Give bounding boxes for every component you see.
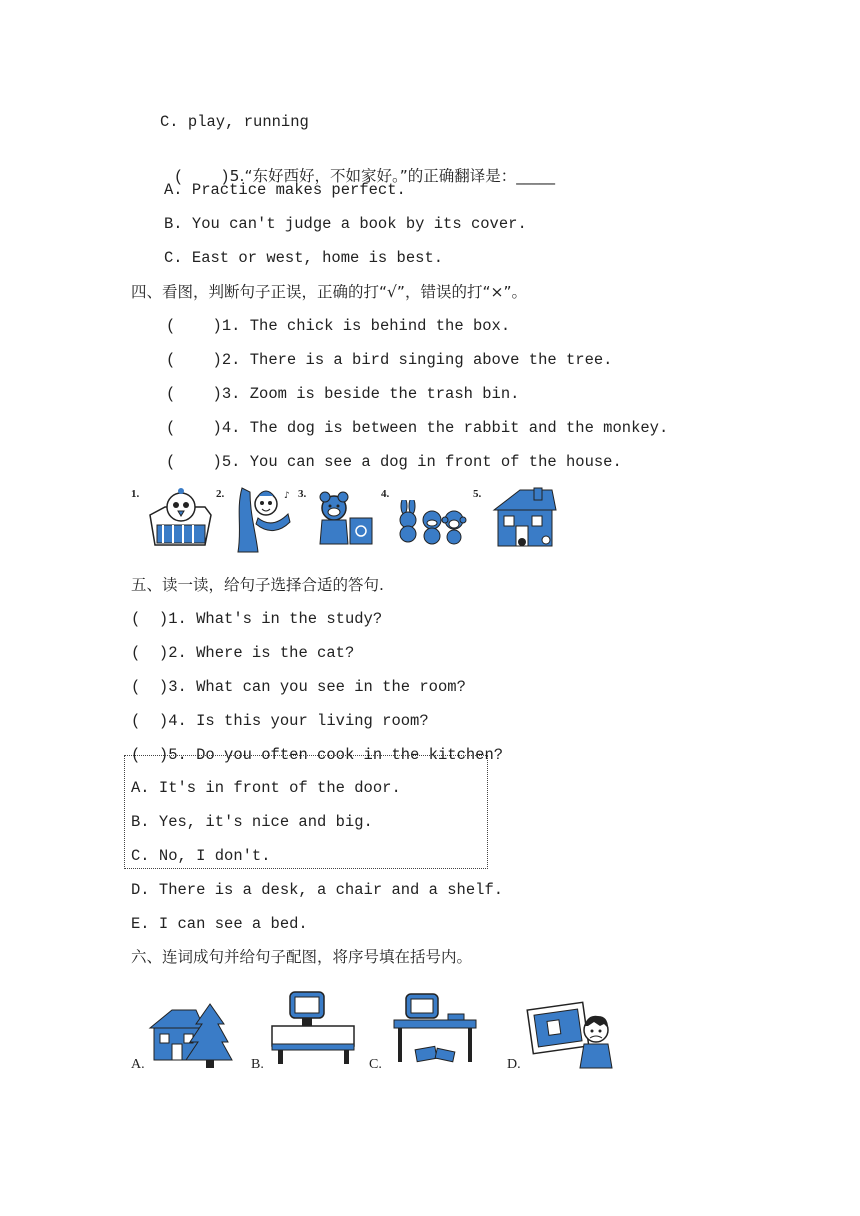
picture-number-4: 4. bbox=[381, 488, 390, 500]
option-b: B. You can't judge a book by its cover. bbox=[164, 215, 527, 233]
answer-a: A. It's in front of the door. bbox=[131, 779, 401, 797]
computer-on-desk-illustration bbox=[270, 986, 358, 1066]
answer-paren[interactable]: ( ) bbox=[131, 678, 169, 696]
picture-letter-d: D. bbox=[507, 1057, 521, 1072]
section-5-title: 五、读一读，给句子选择合适的答句. bbox=[131, 576, 384, 594]
chick-in-box-illustration bbox=[145, 485, 215, 551]
question-text: 5. Do you often cook in the kitchen? bbox=[168, 746, 504, 764]
option-c-q4: C. play, running bbox=[160, 113, 309, 131]
question-text: 4. Is this your living room? bbox=[168, 712, 429, 730]
item-text: 3. Zoom is beside the trash bin. bbox=[221, 385, 520, 403]
answer-paren[interactable]: ( ) bbox=[166, 385, 222, 403]
answer-paren[interactable]: ( ) bbox=[166, 453, 222, 471]
house-and-tree-illustration bbox=[146, 1002, 234, 1070]
judge-item-4 bbox=[166, 418, 668, 438]
answer-b: B. Yes, it's nice and big. bbox=[131, 813, 373, 831]
answer-paren[interactable]: ( ) bbox=[173, 168, 230, 186]
item-text: 1. The chick is behind the box. bbox=[221, 317, 511, 335]
question-text: 1. What's in the study? bbox=[168, 610, 383, 628]
boy-with-messy-room-picture-illustration bbox=[526, 996, 616, 1070]
match-question-2 bbox=[131, 643, 354, 663]
picture-number-3: 3. bbox=[298, 488, 307, 500]
svg-text:♪: ♪ bbox=[284, 491, 290, 501]
item-text: 2. There is a bird singing above the tree. bbox=[221, 351, 613, 369]
judge-item-2 bbox=[166, 350, 612, 370]
section-6-title: 六、连词成句并给句子配图，将序号填在括号内。 bbox=[131, 948, 473, 966]
option-c: C. East or west, home is best. bbox=[164, 249, 444, 267]
picture-number-2: 2. bbox=[216, 488, 225, 500]
rabbit-dog-monkey-illustration bbox=[396, 500, 470, 548]
question-text: 2. Where is the cat? bbox=[168, 644, 355, 662]
answer-e: E. I can see a bed. bbox=[131, 915, 308, 933]
picture-letter-a: A. bbox=[131, 1057, 145, 1072]
answer-paren[interactable]: ( ) bbox=[131, 712, 169, 730]
question-5-text: 5.“东好西好，不如家好。”的正确翻译是：_____ bbox=[229, 167, 556, 185]
answer-c: C. No, I don't. bbox=[131, 847, 271, 865]
answer-paren[interactable]: ( ) bbox=[131, 610, 169, 628]
section-4-title: 四、看图，判断句子正误，正确的打“√”，错误的打“×”。 bbox=[131, 283, 527, 301]
item-text: 4. The dog is between the rabbit and the monkey. bbox=[221, 419, 669, 437]
answer-paren[interactable]: ( ) bbox=[131, 644, 169, 662]
answer-paren[interactable]: ( ) bbox=[166, 317, 222, 335]
match-question-3 bbox=[131, 677, 466, 697]
match-question-1 bbox=[131, 609, 382, 629]
answer-paren[interactable]: ( ) bbox=[166, 351, 222, 369]
answer-paren[interactable]: ( ) bbox=[131, 746, 169, 764]
picture-letter-b: B. bbox=[251, 1057, 264, 1072]
question-text: 3. What can you see in the room? bbox=[168, 678, 466, 696]
zoom-and-trash-bin-illustration bbox=[314, 488, 376, 550]
bird-in-tree-illustration bbox=[228, 484, 300, 554]
match-question-4 bbox=[131, 711, 429, 731]
item-text: 5. You can see a dog in front of the house. bbox=[221, 453, 622, 471]
messy-desk-illustration bbox=[390, 990, 480, 1066]
option-a: A. Practice makes perfect. bbox=[164, 181, 406, 199]
house-with-dog-illustration bbox=[490, 486, 560, 550]
judge-item-3 bbox=[166, 384, 519, 404]
answer-paren[interactable]: ( ) bbox=[166, 419, 222, 437]
answer-d: D. There is a desk, a chair and a shelf. bbox=[131, 881, 504, 899]
picture-number-5: 5. bbox=[473, 488, 482, 500]
picture-number-1: 1. bbox=[131, 488, 140, 500]
judge-item-1 bbox=[166, 316, 510, 336]
picture-letter-c: C. bbox=[369, 1057, 382, 1072]
judge-item-5 bbox=[166, 452, 622, 472]
